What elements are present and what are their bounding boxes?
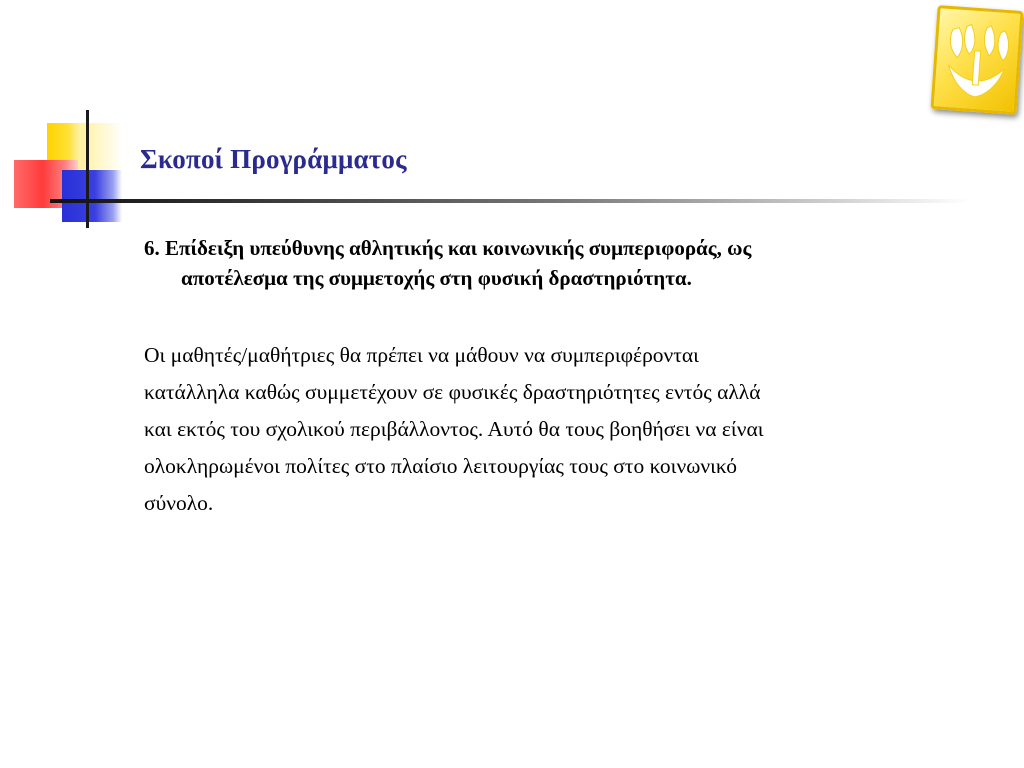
- decor-blue-block: [62, 170, 122, 222]
- body-line: Οι μαθητές/μαθήτριες θα πρέπει να μάθουν να συμπεριφέρονται: [144, 343, 699, 367]
- body-line: και εκτός του σχολικού περιβάλλοντος. Αυτό θα τους βοηθήσει να είναι: [144, 417, 764, 441]
- body-line: ολοκληρωμένοι πολίτες στο πλαίσιο λειτουργίας τους στο κοινωνικό: [144, 454, 737, 478]
- decor-vertical-line: [86, 110, 89, 228]
- objective-point-line: 6. Επίδειξη υπεύθυνης αθλητικής και κοινωνικής συμπεριφοράς, ως: [144, 236, 752, 260]
- cyprus-emblem-logo-icon: [930, 5, 1023, 115]
- objective-point-line: αποτέλεσμα της συμμετοχής στη φυσική δραστηριότητα.: [181, 266, 692, 290]
- title-underline: [50, 199, 970, 203]
- body-paragraph: [144, 337, 984, 522]
- objective-point: [144, 233, 984, 293]
- body-line: κατάλληλα καθώς συμμετέχουν σε φυσικές δραστηριότητες εντός αλλά: [144, 380, 761, 404]
- slide-title: Σκοποί Προγράμματος: [140, 144, 407, 174]
- body-line: σύνολο.: [144, 491, 214, 515]
